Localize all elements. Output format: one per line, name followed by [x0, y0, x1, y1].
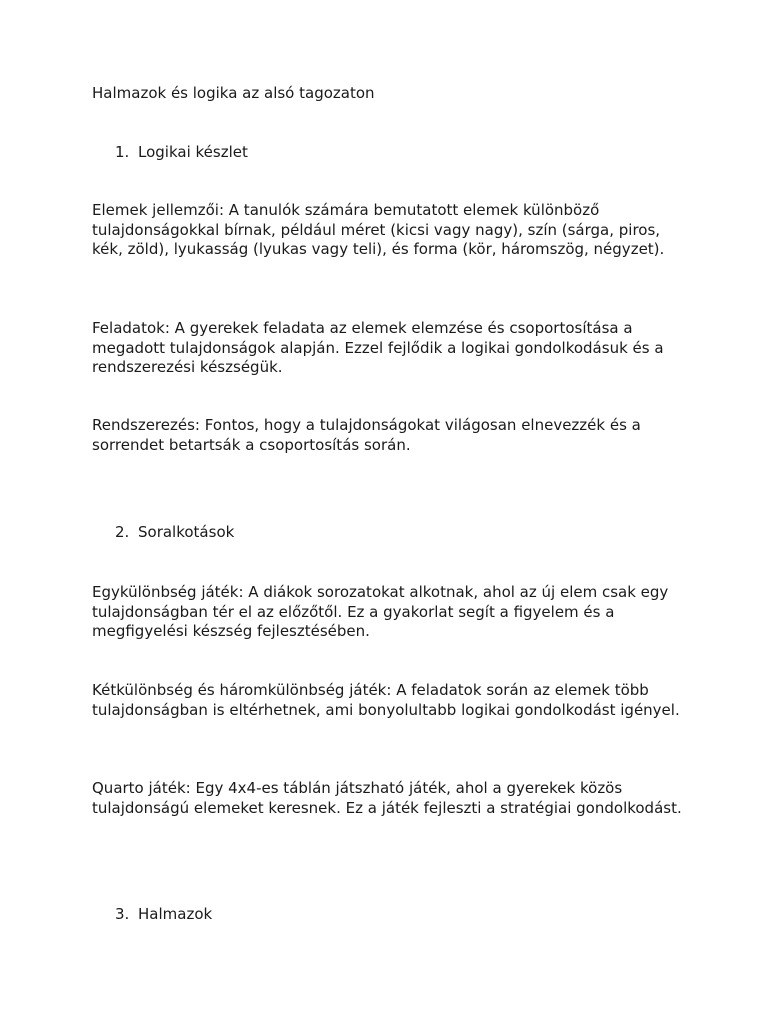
section-title-2: Soralkotások — [138, 523, 235, 541]
paragraph-elemek-jellemzoi: Elemek jellemzői: A tanulók számára bemutatott elemek különböző tulajdonságokkal bírnak, például méret (kicsi vagy nagy), szín (sárga, piros, kék, zöld), lyukasság (lyukas vagy teli), és forma (kör, háromszög, négyzet). — [92, 201, 665, 259]
section-number-1: 1. — [115, 143, 130, 161]
paragraph-ketkulonbseg: Kétkülönbség és háromkülönbség játék: A feladatok során az elemek több tulajdonságban is eltérhetnek, ami bonyolultabb logikai gondolkodást igényel. — [92, 681, 680, 719]
document-title: Halmazok és logika az alsó tagozaton — [92, 84, 375, 102]
section-title-1: Logikai készlet — [138, 143, 248, 161]
section-heading-1 — [115, 143, 248, 163]
paragraph-quarto: Quarto játék: Egy 4x4-es táblán játszható játék, ahol a gyerekek közös tulajdonságú elemeket keresnek. Ez a játék fejleszti a stratégiai gondolkodást. — [92, 779, 682, 817]
section-heading-2 — [115, 523, 234, 543]
paragraph-rendszerezes: Rendszerezés: Fontos, hogy a tulajdonságokat világosan elnevezzék és a sorrendet betartsák a csoportosítás során. — [92, 416, 641, 454]
section-number-3: 3. — [115, 905, 130, 923]
section-number-2: 2. — [115, 523, 130, 541]
paragraph-egykulonbseg: Egykülönbség játék: A diákok sorozatokat alkotnak, ahol az új elem csak egy tulajdonságban tér el az előzőtől. Ez a gyakorlat segít a figyelem és a megfigyelési készség fejlesztésében. — [92, 583, 669, 641]
section-title-3: Halmazok — [138, 905, 213, 923]
paragraph-feladatok: Feladatok: A gyerekek feladata az elemek elemzése és csoportosítása a megadott tulajdonságok alapján. Ezzel fejlődik a logikai gondolkodásuk és a rendszerezési készségük. — [92, 319, 664, 377]
section-heading-3 — [115, 905, 212, 925]
